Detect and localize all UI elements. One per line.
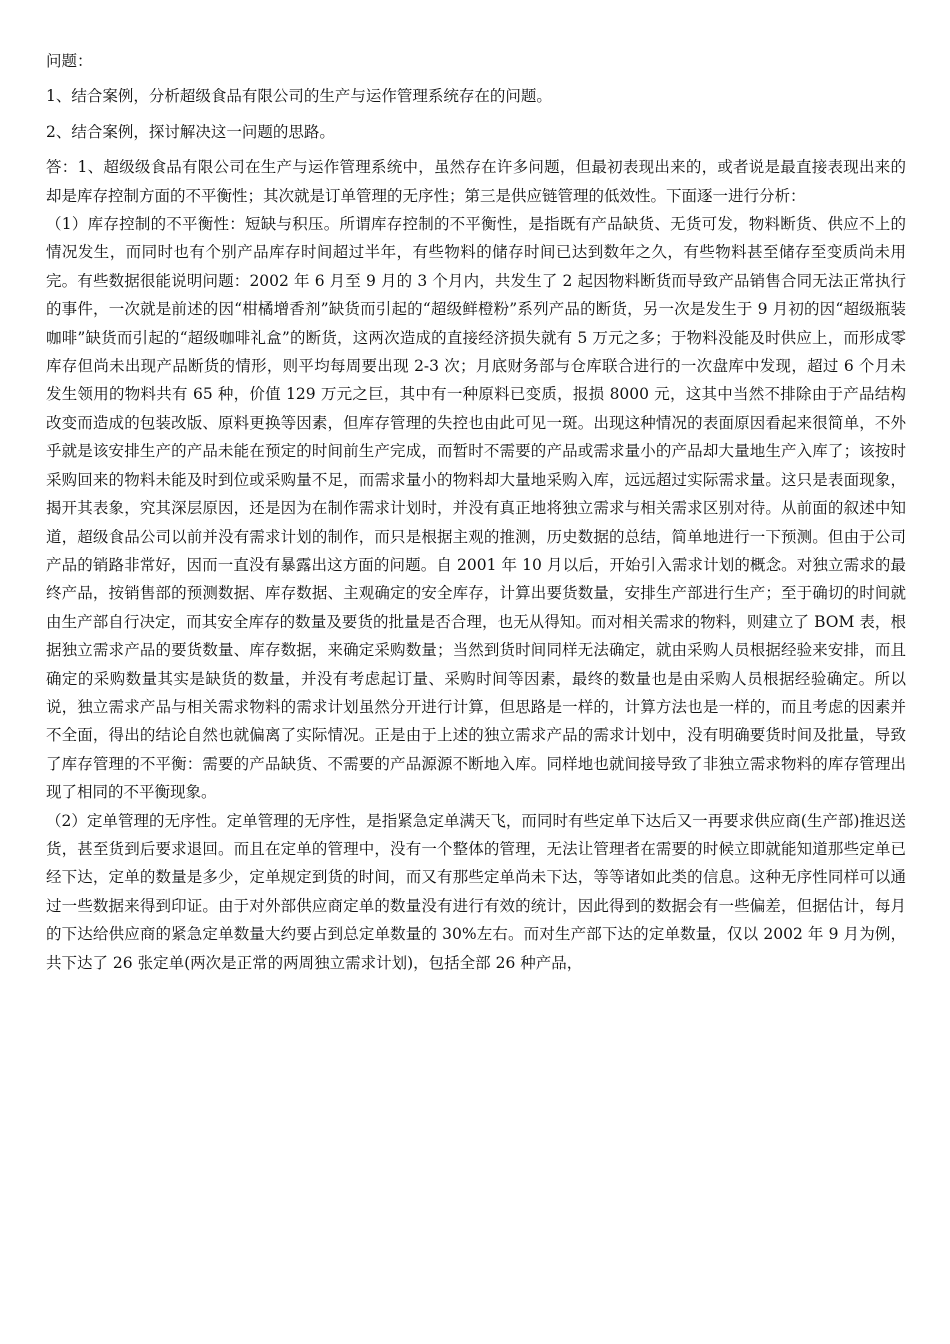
questions-heading: 问题： [46,52,93,70]
paragraph-order-management: （2）定单管理的无序性。定单管理的无序性，是指紧急定单满天飞，而同时有些定单下达后又一再要求供应商(生产部)推迟送货，甚至货到后要求退回。而且在定单的管理中，没有一个整体的管理，无法让管理者在需要的时候立即就能知道那些定单已经下达，定单的数量是多少，定单规定到货的时间，而又有那些定单尚未下达，等等诸如此类的信息。这种无序性同样可以通过一些数据来得到印证。由于对外部供应商定单的数量没有进行有效的统计，因此得到的数据会有一些偏差，但据估计，每月的下达给供应商的紧急定单数量大约要占到总定单数量的 30%左右。而对生产部下达的定单数量，仅以 2002 年 9 月为例，共下达了 26 张定单(两次是正常的两周独立需求计划)，包括全部 26 种产品， [46,811,906,972]
question-2: 2、结合案例，探讨解决这一问题的思路。 [46,122,335,141]
document-page [46,47,906,977]
answer-intro: 答：1、超级级食品有限公司在生产与运作管理系统中，虽然存在许多问题，但最初表现出来的，或者说是最直接表现出来的却是库存控制方面的不平衡性；其次就是订单管理的无序性；第三是供应链管理的低效性。下面逐一进行分析： [46,158,906,205]
paragraph-inventory-control: （1）库存控制的不平衡性：短缺与积压。所谓库存控制的不平衡性，是指既有产品缺货、无货可发，物料断货、供应不上的情况发生，而同时也有个别产品库存时间超过半年，有些物料的储存时间已达到数年之久，有些物料甚至储存至变质尚未用完。有些数据很能说明问题：2002 年 6 月至 9 月的 3 个月内，共发生了 2 起因物料断货而导致产品销售合同无法正常执行的事件，一次就是前述的因“柑橘增香剂”缺货而引起的“超级鲜橙粉”系列产品的断货，另一次是发生于 9 月初的因“超级瓶装咖啡”缺货而引起的“超级咖啡礼盒”的断货，这两次造成的直接经济损失就有 5 万元之多；于物料没能及时供应上，而形成零库存但尚未出现产品断货的情形，则平均每周要出现 2-3 次；月底财务部与仓库联合进行的一次盘库中发现，超过 6 个月未发生领用的物料共有 65 种，价值 129 万元之巨，其中有一种原料已变质，报损 8000 元，这其中当然不排除由于产品结构改变而造成的包装改版、原料更换等因素，但库存管理的失控也由此可见一斑。出现这种情况的表面原因看起来很简单，不外乎就是该安排生产的产品未能在预定的时间前生产完成，而暂时不需要的产品或需求量小的产品却大量地生产入库了；该按时采购回来的物料未能及时到位或采购量不足，而需求量小的物料却大量地采购入库，远远超过实际需求量。这只是表面现象，揭开其表象，究其深层原因，还是因为在制作需求计划时，并没有真正地将独立需求与相关需求区别对待。从前面的叙述中知道，超级食品公司以前并没有需求计划的制作，而只是根据主观的推测，历史数据的总结，简单地进行一下预测。但由于公司产品的销路非常好，因而一直没有暴露出这方面的问题。自 2001 年 10 月以后，开始引入需求计划的概念。对独立需求的最终产品，按销售部的预测数据、库存数据、主观确定的安全库存，计算出要货数量，安排生产部进行生产；至于确切的时间就由生产部自行决定，而其安全库存的数量及要货的批量是否合理，也无从得知。而对相关需求的物料，则建立了 BOM 表，根据独立需求产品的要货数量、库存数据，来确定采购数量；当然到货时间同样无法确定，就由采购人员根据经验来安排，而且确定的采购数量其实是缺货的数量，并没有考虑起订量、采购时间等因素，最终的数量也是由采购人员根据经验确定。所以说，独立需求产品与相关需求物料的需求计划虽然分开进行计算，但思路是一样的，计算方法也是一样的，而且考虑的因素并不全面，得出的结论自然也就偏离了实际情况。正是由于上述的独立需求产品的需求计划中，没有明确要货时间及批量，导致了库存管理的不平衡：需要的产品缺货、不需要的产品源源不断地入库。同样地也就间接导致了非独立需求物料的库存管理出现了相同的不平衡现象。 [46,215,906,802]
question-1: 1、结合案例，分析超级食品有限公司的生产与运作管理系统存在的问题。 [46,87,552,106]
